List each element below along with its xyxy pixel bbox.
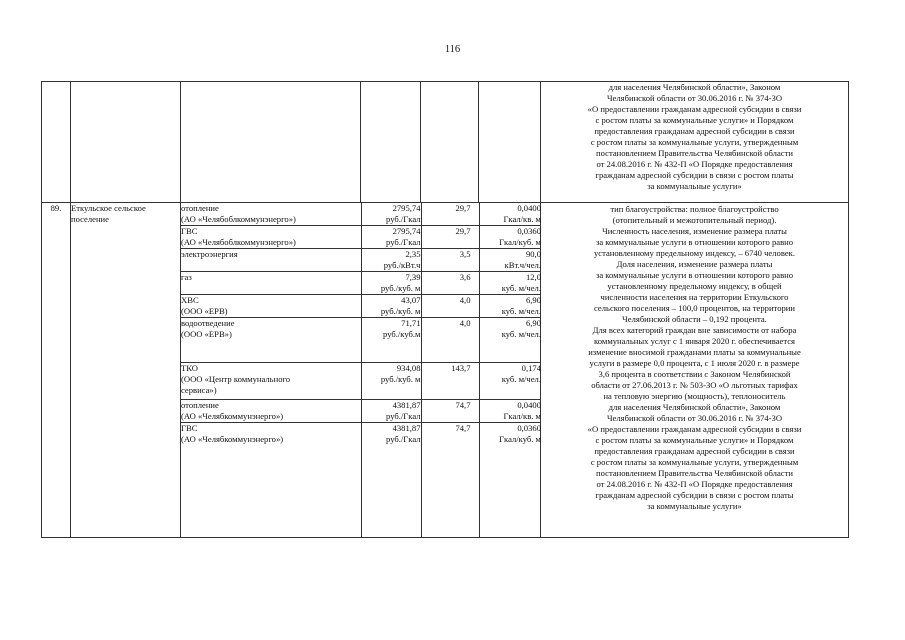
text-line: (АО «Челябкоммунэнерго»): [181, 411, 284, 421]
text-line: руб./куб. м: [380, 306, 421, 316]
text-line: 2795,74: [392, 203, 421, 213]
text-line: руб./Гкал: [386, 411, 421, 421]
text-line: от 24.08.2016 г. № 432-П «О Порядке предоставления: [596, 159, 793, 169]
text-line: предоставления гражданам адресной субсидии в связи: [594, 446, 795, 456]
text-line: Еткульское сельское: [71, 203, 146, 213]
service-name: [181, 203, 361, 226]
text-line: руб./куб. м: [380, 283, 421, 293]
text-line: постановлением Правительства Челябинской области: [596, 148, 793, 158]
text-line: за коммунальные услуги в отношении которого равно: [595, 270, 794, 280]
text-line: газ: [181, 272, 192, 282]
service-norm: [479, 318, 541, 363]
services-table: [181, 203, 541, 537]
text-line: руб./кВт.ч: [383, 260, 421, 270]
text-line: для населения Челябинской области», Законом: [608, 402, 781, 412]
text-line: руб./Гкал: [386, 434, 421, 444]
text-line: куб. м/чел.: [501, 329, 541, 339]
text-line: (АО «Челябкоммунэнерго»): [181, 434, 284, 444]
text-line: руб./куб. м: [380, 374, 421, 384]
text-line: на тепловую энергию (мощность), теплоноситель: [603, 391, 786, 401]
service-row: [181, 272, 541, 295]
service-percent: 74,7: [421, 400, 479, 423]
service-row: [181, 203, 541, 226]
service-row: [181, 318, 541, 363]
continuation-row: [42, 82, 849, 203]
service-row: [181, 400, 541, 423]
text-line: тип благоустройства: полное благоустройство: [610, 204, 779, 214]
service-name: [181, 295, 361, 318]
text-line: поселение: [71, 214, 109, 224]
service-norm: [479, 226, 541, 249]
text-line: Гкал/кв. м: [503, 214, 541, 224]
service-percent: 29,7: [421, 226, 479, 249]
text-line: Доля населения, изменение размера платы: [616, 259, 773, 269]
service-tariff: [361, 249, 421, 272]
text-line: (ООО «ЕРВ»): [181, 329, 232, 339]
text-line: сельского поселения – 100,0 процентов, на территории: [594, 303, 795, 313]
text-line: предоставления гражданам адресной субсидии в связи: [594, 126, 795, 136]
service-norm: [479, 400, 541, 423]
continuation-text: [541, 82, 849, 203]
text-line: 0,0400: [517, 203, 541, 213]
service-norm: [479, 295, 541, 318]
text-line: 4381,87: [392, 400, 421, 410]
text-line: ГВС: [181, 423, 198, 433]
service-row: [181, 226, 541, 249]
text-line: 12,0: [525, 272, 541, 282]
text-line: 0,0360: [517, 423, 541, 433]
empty-cell: [421, 82, 479, 203]
service-norm: [479, 363, 541, 400]
text-line: руб./Гкал: [386, 237, 421, 247]
text-line: области от 27.06.2013 г. № 503-ЗО «О льготных тарифах: [591, 380, 798, 390]
service-name: [181, 363, 361, 400]
text-line: водоотведение: [181, 318, 235, 328]
text-line: руб./Гкал: [386, 214, 421, 224]
service-percent: 143,7: [421, 363, 479, 400]
text-line: 934,08: [396, 363, 421, 373]
text-line: Для всех категорий граждан вне зависимости от набора: [592, 325, 797, 335]
service-name: [181, 318, 361, 363]
service-name: [181, 423, 361, 538]
text-line: Численность населения, изменение размера платы: [602, 226, 787, 236]
text-line: за коммунальные услуги»: [647, 181, 742, 191]
service-percent: 74,7: [421, 423, 479, 538]
text-line: 7,39: [405, 272, 421, 282]
service-percent: 4,0: [421, 318, 479, 363]
text-line: руб./куб.м: [383, 329, 421, 339]
tariff-table: [41, 81, 849, 538]
text-line: «О предоставлении гражданам адресной субсидии в связи: [587, 104, 802, 114]
text-line: (отопительный и межотопительный период).: [612, 215, 777, 225]
text-line: Гкал/куб. м: [499, 434, 541, 444]
text-line: установленному предельному индексу, – 6740 человек.: [594, 248, 795, 258]
service-percent: 3,6: [421, 272, 479, 295]
service-tariff: [361, 203, 421, 226]
text-line: за коммунальные услуги в отношении которого равно: [595, 237, 794, 247]
text-line: ХВС: [181, 295, 199, 305]
text-line: 43,07: [401, 295, 421, 305]
text-line: Челябинской области от 30.06.2016 г. № 374-ЗО: [606, 93, 783, 103]
service-row: [181, 249, 541, 272]
text-line: сервиса»): [181, 385, 217, 395]
page-number: 116: [444, 44, 461, 55]
service-norm: [479, 249, 541, 272]
text-line: с ростом платы за коммунальные услуги» и Порядком: [595, 435, 794, 445]
settlement-row: [42, 203, 849, 538]
text-line: (ООО «Центр коммунального: [181, 374, 291, 384]
text-line: (АО «Челябоблкоммунэнерго»): [181, 214, 296, 224]
text-line: 6,90: [525, 318, 541, 328]
service-name: [181, 272, 361, 295]
service-row: [181, 423, 541, 538]
services-block: [181, 203, 541, 538]
text-line: установленному предельному индексу, в общей: [607, 281, 782, 291]
row-number: 89.: [42, 203, 71, 538]
service-norm: [479, 423, 541, 538]
text-line: гражданам адресной субсидии в связи с ростом платы: [595, 170, 794, 180]
empty-cell: [42, 82, 71, 203]
text-line: отопление: [181, 203, 219, 213]
text-line: для населения Челябинской области», Законом: [608, 82, 781, 92]
text-line: Гкал/кв. м: [503, 411, 541, 421]
service-tariff: [361, 423, 421, 538]
text-line: услуги в размере 0,0 процента, с 1 июля 2020 г. в размере: [589, 358, 800, 368]
text-line: Гкал/куб. м: [499, 237, 541, 247]
text-line: куб. м/чел.: [501, 283, 541, 293]
service-tariff: [361, 295, 421, 318]
text-line: «О предоставлении гражданам адресной субсидии в связи: [587, 424, 802, 434]
service-tariff: [361, 363, 421, 400]
text-line: (АО «Челябоблкоммунэнерго»): [181, 237, 296, 247]
text-line: 0,174: [521, 363, 541, 373]
service-norm: [479, 272, 541, 295]
text-line: куб. м/чел.: [501, 374, 541, 384]
service-name: [181, 249, 361, 272]
text-line: 4381,87: [392, 423, 421, 433]
service-percent: 3,5: [421, 249, 479, 272]
service-name: [181, 400, 361, 423]
service-tariff: [361, 226, 421, 249]
service-tariff: [361, 400, 421, 423]
text-line: Челябинской области – 0,192 процента.: [622, 314, 767, 324]
text-line: 3,6 процента в соответствии с Законом Челябинской: [598, 369, 791, 379]
text-line: 90,0: [525, 249, 541, 259]
text-line: куб. м/чел.: [501, 306, 541, 316]
text-line: изменение вносимой гражданами платы за коммунальные: [588, 347, 801, 357]
text-line: с ростом платы за коммунальные услуги, утвержденным: [590, 137, 799, 147]
text-line: (ООО «ЕРВ): [181, 306, 228, 316]
text-line: с ростом платы за коммунальные услуги, утвержденным: [590, 457, 799, 467]
service-row: [181, 363, 541, 400]
text-line: с ростом платы за коммунальные услуги» и Порядком: [595, 115, 794, 125]
empty-cell: [361, 82, 421, 203]
text-line: отопление: [181, 400, 219, 410]
service-name: [181, 226, 361, 249]
text-line: кВт.ч/чел.: [504, 260, 541, 270]
text-line: 6,90: [525, 295, 541, 305]
text-line: от 24.08.2016 г. № 432-П «О Порядке предоставления: [596, 479, 793, 489]
text-line: коммунальных услуг с 1 января 2020 г. обеспечивается: [594, 336, 795, 346]
service-percent: 4,0: [421, 295, 479, 318]
text-line: ТКО: [181, 363, 198, 373]
service-tariff: [361, 272, 421, 295]
text-line: электроэнергия: [181, 249, 238, 259]
text-line: 71,71: [401, 318, 421, 328]
text-line: 2795,74: [392, 226, 421, 236]
settlement-name: [71, 203, 181, 538]
text-line: 2,35: [405, 249, 421, 259]
text-line: численности населения на территории Еткульского: [600, 292, 789, 302]
service-tariff: [361, 318, 421, 363]
text-line: за коммунальные услуги»: [647, 501, 742, 511]
text-line: 0,0400: [517, 400, 541, 410]
text-line: Челябинской области от 30.06.2016 г. № 374-ЗО: [606, 413, 783, 423]
text-line: гражданам адресной субсидии в связи с ростом платы: [595, 490, 794, 500]
text-line: постановлением Правительства Челябинской области: [596, 468, 793, 478]
text-line: 0,0360: [517, 226, 541, 236]
empty-cell: [71, 82, 181, 203]
description-text: [541, 203, 849, 538]
service-percent: 29,7: [421, 203, 479, 226]
service-norm: [479, 203, 541, 226]
service-row: [181, 295, 541, 318]
empty-cell: [181, 82, 361, 203]
empty-cell: [479, 82, 541, 203]
text-line: ГВС: [181, 226, 198, 236]
